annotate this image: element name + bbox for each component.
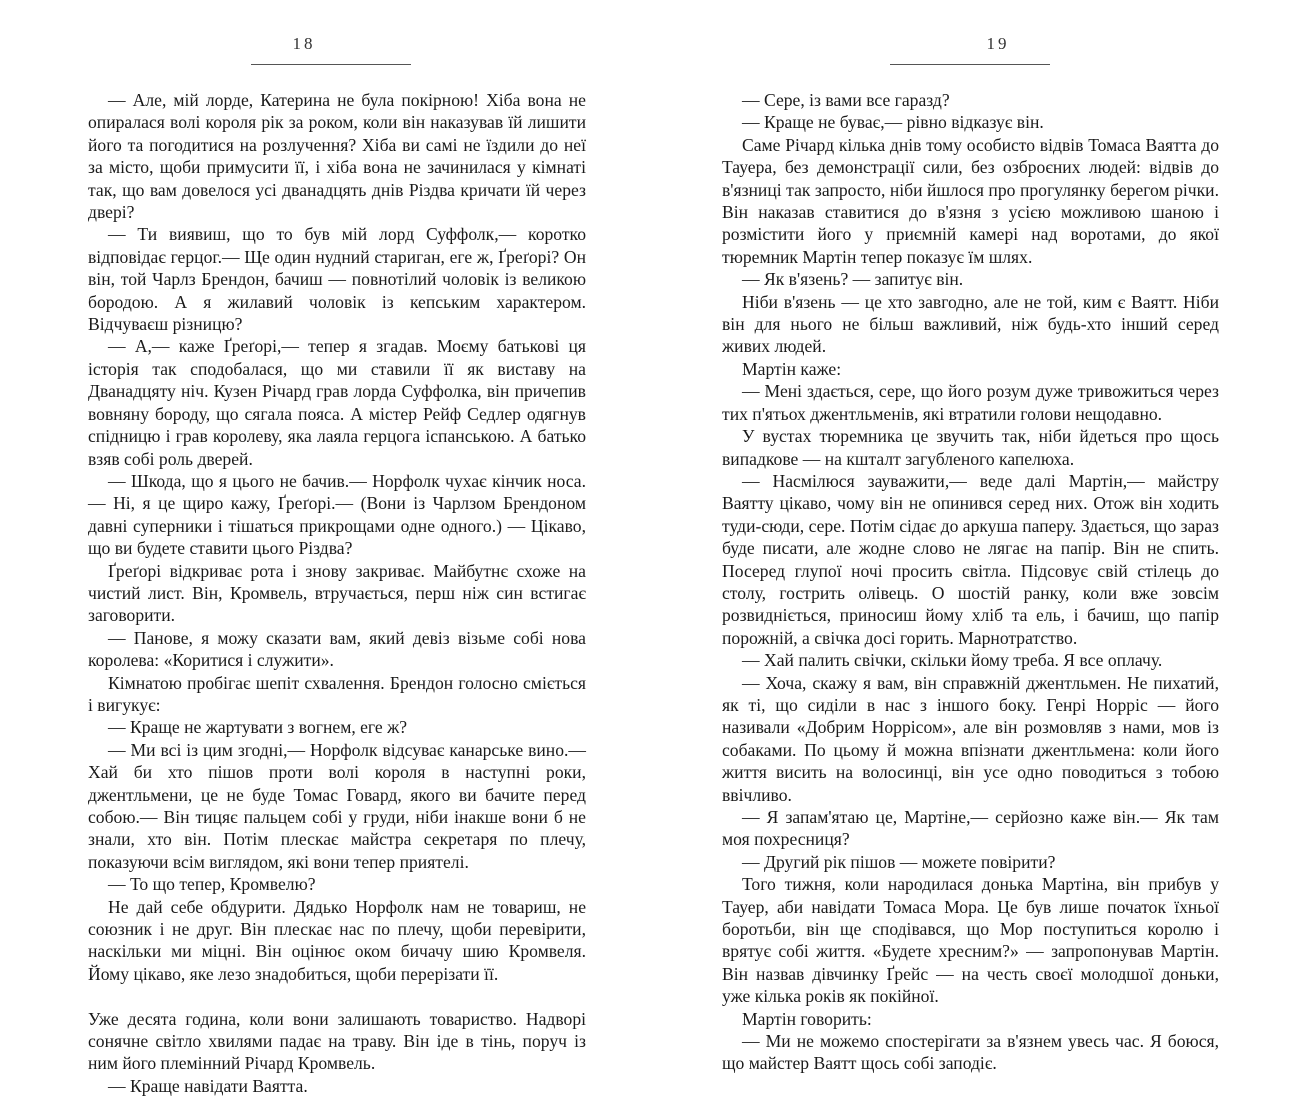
paragraph: — Другий рік пішов — можете повірити? [742,851,1056,872]
right-page [650,0,1300,1074]
paragraph: — Панове, я можу сказати вам, який девіз візьме собі нова королева: «Коритися і служити». [88,627,586,671]
paragraph: Ніби в'язень — це хто завгодно, але не той, ким є Ваятт. Ніби він для нього не більш важливий, ніж будь-хто інший серед живих людей. [722,291,1219,357]
paragraph: Мартін говорить: [742,1008,872,1029]
paragraph: — Краще не жартувати з вогнем, еге ж? [108,717,408,738]
paragraph: — Хоча, скажу я вам, він справжній джентльмен. Не пихатий, як ті, що сиділи в нас з іншого боку. Генрі Норріс — його називали «Добрим Норрісом», але він розмовляв з нами, мов із собаками. По цьому й можна впізнати джентльмена: коли його життя висить на волосинці, він усе одно поводиться з тобою ввічливо. [722,672,1219,805]
paragraph: Саме Річард кілька днів тому особисто відвів Томаса Ваятта до Тауера, без демонстрації сили, без озброєних людей: відвів до в'язниці так запросто, ніби йшлося про прогулянку берегом річки. Він наказав ставитися до в'язня з усією можливою шаною і розмістити його у приємній камері над воротами, до якої тюремник Мартін тепер показує їм шлях. [722,134,1219,267]
paragraph: Того тижня, коли народилася донька Мартіна, він прибув у Тауер, аби навідати Томаса Мора. Це був лише початок їхньої боротьби, він ще сподівався, що Мор поступиться королю і врятує собі життя. «Будете хресним?» — запропонував Мартін. Він назвав дівчинку Ґрейс — на честь своєї молодшої доньки, уже кілька років як покійної. [722,874,1219,1007]
paragraph: — Насмілюся зауважити,— веде далі Мартін,— майстру Ваятту цікаво, чому він не опинився серед них. Отож він ходить туди-сюди, сере. Потім сідає до аркуша паперу. Здається, що зараз буде писати, але жодне слово не лягає на папір. Він не спить. Посеред глупої ночі просить світла. Підсовує свій стілець до столу, гострить олівець. О шостій ранку, коли вже зовсім розвидніється, приносиш йому хліб та ель, і бачиш, що папір порожній, а свічка досі горить. Марнотратство. [722,470,1219,648]
paragraph: — Я запам'ятаю це, Мартіне,— серйозно каже він.— Як там моя похресниця? [722,807,1219,850]
paragraph: — Ми не можемо спостерігати за в'язнем увесь час. Я боюся, що майстер Ваятт щось собі заподіє. [722,1031,1219,1074]
paragraph: — Краще навідати Ваятта. [108,1075,308,1096]
paragraph: — Але, мій лорде, Катерина не була покірною! Хіба вона не опиралася волі короля рік за роком, коли він наказував їй лишити його та погодитися на розлучення? Хіба ви самі не їздили до неї за місто, щоби примусити її, і хіба вона не зачинилася у кімнаті так, що вам довелося усі дванадцять днів Різдва кричати їй через двері? [88,90,586,223]
paragraph: Мартін каже: [742,358,842,379]
paragraph: Не дай себе обдурити. Дядько Норфолк нам не товариш, не союзник і не друг. Він плескає нас по плечу, щоби перевірити, наскільки ми міцні. Він оцінює оком бичачу шию Кромвеля. Йому цікаво, яке лезо знадобиться, щоби перерізати її. [88,896,586,984]
paragraph: Кімнатою пробігає шепіт схвалення. Брендон голосно сміється і вигукує: [88,672,586,715]
paragraph: — Хай палить свічки, скільки йому треба. Я все оплачу. [742,650,1163,671]
paragraph: Ґреґорі відкриває рота і знову закриває. Майбутнє схоже на чистий лист. Він, Кромвель, втручається, перш ніж син встигає заговорити. [88,560,586,626]
paragraph: — Сере, із вами все гаразд? [742,90,950,110]
paragraph: — Краще не буває,— рівно відказує він. [742,112,1044,133]
paragraph: — Ми всі із цим згодні,— Норфолк відсуває канарське вино.— Хай би хто пішов проти волі короля в наступні роки, джентльмени, це не буде Томас Говард, якого ви бачите перед собою.— Він тицяє пальцем собі у груди, ніби інакше вони б не знали, хто він. Потім плескає майстра секретаря по плечу, показуючи всім виглядом, які вони тепер приятелі. [88,739,586,872]
paragraph: — Ти виявиш, що то був мій лорд Суффолк,— коротко відповідає герцог.— Ще один нудний стариган, еге ж, Ґреґорі? Он він, той Чарлз Брендон, бачиш — повнотілий чоловік із великою бородою. А я жилавий чоловік із кепським характером. Відчуваєш різницю? [88,224,586,335]
paragraph: — Шкода, що я цього не бачив.— Норфолк чухає кінчик носа.— Ні, я це щиро кажу, Ґреґорі.— (Вони із Чарлзом Брендоном давні суперники і тішаться прикрощами одне одного.) — Цікаво, що ви будете ставити цього Різдва? [88,470,586,559]
paragraph: У вустах тюремника це звучить так, ніби йдеться про щось випадкове — на кшталт загубленого капелюха. [722,426,1219,469]
header-rule-right [890,64,1050,65]
paragraph: — А,— каже Ґреґорі,— тепер я згадав. Моєму батькові ця історія так сподобалася, що ми ставили її як виставу на Дванадцяту ніч. Кузен Річард грав лорда Суффолка, він причепив вовняну бороду, що сягала пояса. А містер Рейф Седлер одягнув спідницю і грав королеву, яка лаяла герцога іспанською. А батько взяв собі роль дверей. [88,336,586,469]
paragraph: — Як в'язень? — запитує він. [742,269,964,290]
page-number-right: 19 [986,34,1010,53]
paragraph: — Мені здається, сере, що його розум дуже тривожиться через тих п'ятьох джентльменів, які втратили голови нещодавно. [722,381,1219,424]
header-rule-left [251,64,411,65]
page-number-left: 18 [292,34,316,53]
right-page-text [722,89,1219,1075]
left-page-text [88,89,586,1097]
section-opening-paragraph: Уже десята година, коли вони залишають товариство. Надворі сонячне світло хвилями падає на траву. Він іде в тінь, поруч із ним його племінний Річард Кромвель. [88,1008,586,1074]
left-page [0,0,650,1096]
paragraph: — То що тепер, Кромвелю? [108,874,316,895]
